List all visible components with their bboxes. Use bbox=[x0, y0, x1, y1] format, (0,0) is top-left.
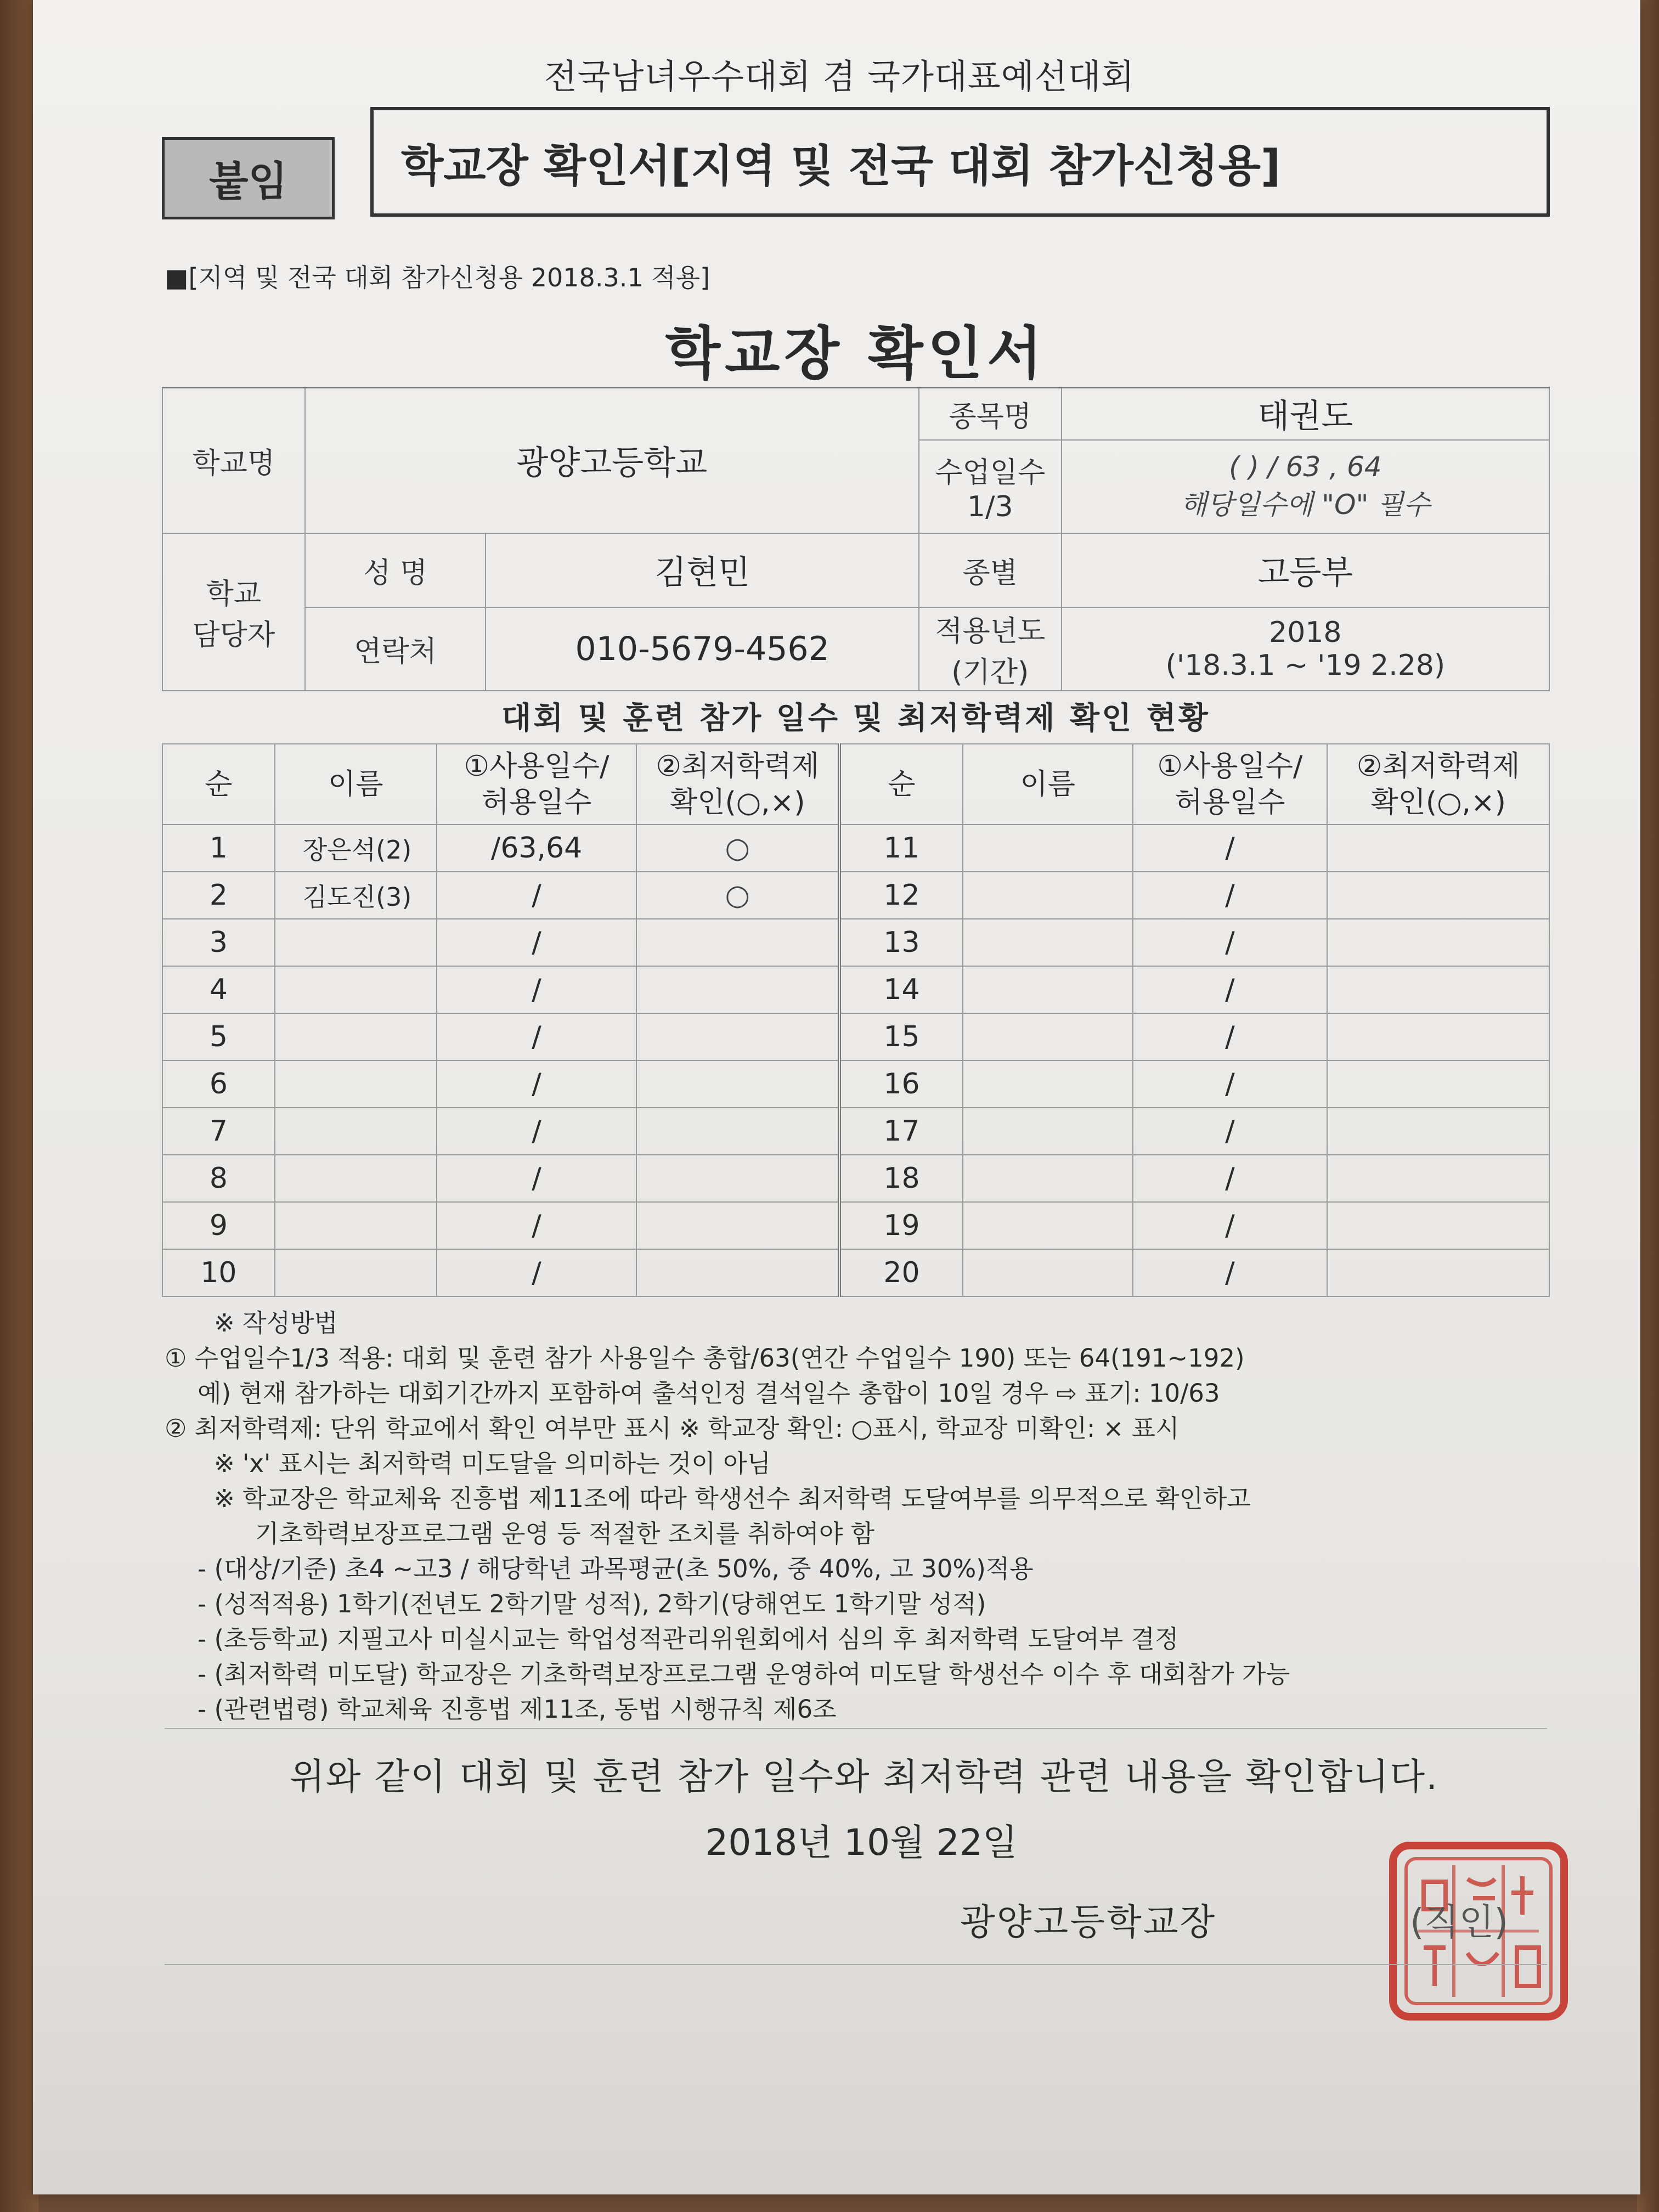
division-label: 종별 bbox=[919, 533, 1062, 607]
row-check-2 bbox=[1327, 1249, 1549, 1296]
row-no: 2 bbox=[162, 872, 275, 919]
row-days: / bbox=[437, 872, 637, 919]
row-check-2 bbox=[1327, 1108, 1549, 1155]
row-check: ○ bbox=[636, 825, 839, 872]
table-row bbox=[162, 1013, 1549, 1060]
class-days-value-cell bbox=[1062, 440, 1549, 533]
header-days-2-line1: ①사용일수/ bbox=[1157, 749, 1303, 783]
row-name: 장은석(2) bbox=[275, 825, 437, 872]
event-value: 태권도 bbox=[1062, 388, 1549, 440]
row-no: 4 bbox=[162, 966, 275, 1013]
row-check-2 bbox=[1327, 1060, 1549, 1108]
row-check-2 bbox=[1327, 1013, 1549, 1060]
table-row bbox=[162, 872, 1549, 919]
row-name-2 bbox=[963, 1249, 1133, 1296]
row-check bbox=[636, 1060, 839, 1108]
principal-name: 광양고등학교장 bbox=[960, 1901, 1217, 1943]
year-period: ('18.3.1 ~ '19 2.28) bbox=[1165, 648, 1446, 682]
document-title: 학교장 확인서 bbox=[665, 320, 1047, 387]
row-days-2: / bbox=[1133, 966, 1328, 1013]
row-no-2: 19 bbox=[839, 1202, 963, 1249]
class-days-label bbox=[919, 440, 1062, 533]
table-row bbox=[162, 966, 1549, 1013]
row-no: 1 bbox=[162, 825, 275, 872]
row-name-2 bbox=[963, 966, 1133, 1013]
row-name bbox=[275, 1013, 437, 1060]
row-check bbox=[636, 919, 839, 966]
row-days: / bbox=[437, 966, 637, 1013]
row-days-2: / bbox=[1133, 1108, 1328, 1155]
confirmation-statement: 위와 같이 대회 및 훈련 참가 일수와 최저학력 관련 내용을 확인합니다. bbox=[290, 1756, 1438, 1798]
row-days-2: / bbox=[1133, 825, 1328, 872]
row-no: 5 bbox=[162, 1013, 275, 1060]
row-days-2: / bbox=[1133, 1155, 1328, 1202]
row-no-2: 11 bbox=[839, 825, 963, 872]
instruction-line-4: ※ 'x' 표시는 최저학력 미도달을 의미하는 것이 아님 bbox=[214, 1449, 771, 1478]
header-days-line1: ①사용일수/ bbox=[464, 749, 610, 783]
school-name: 광양고등학교 bbox=[305, 388, 919, 533]
header-name-2: 이름 bbox=[963, 744, 1133, 825]
staff-label bbox=[162, 533, 305, 691]
row-no-2: 18 bbox=[839, 1155, 963, 1202]
instruction-line-3: ② 최저학력제: 단위 학교에서 확인 여부만 표시 ※ 학교장 확인: ○표시, 학교장 미확인: × 표시 bbox=[165, 1414, 1180, 1443]
header-days-2 bbox=[1133, 744, 1328, 825]
row-days-2: / bbox=[1133, 872, 1328, 919]
row-check bbox=[636, 1013, 839, 1060]
instructions bbox=[165, 1306, 1569, 1727]
row-no: 7 bbox=[162, 1108, 275, 1155]
roster-section-title: 대회 및 훈련 참가 일수 및 최저학력제 확인 현황 bbox=[501, 701, 1210, 736]
table-row bbox=[162, 825, 1549, 872]
info-table bbox=[162, 387, 1550, 691]
class-days-note: 해당일수에 "O" 필수 bbox=[1180, 488, 1430, 521]
table-row bbox=[162, 919, 1549, 966]
instruction-line-1: ① 수업일수1/3 적용: 대회 및 훈련 참가 사용일수 총합/63(연간 수업일수 190) 또는 64(191~192) bbox=[165, 1344, 1245, 1373]
contact-value: 010-5679-4562 bbox=[486, 607, 918, 691]
row-days: / bbox=[437, 919, 637, 966]
row-name bbox=[275, 1249, 437, 1296]
division-value: 고등부 bbox=[1062, 533, 1549, 607]
instruction-line-8: - (성적적용) 1학기(전년도 2학기말 성적), 2학기(당해연도 1학기말 성적) bbox=[198, 1589, 986, 1618]
row-days: / bbox=[437, 1202, 637, 1249]
header-name: 이름 bbox=[275, 744, 437, 825]
row-name bbox=[275, 1155, 437, 1202]
instruction-line-5: ※ 학교장은 학교체육 진흥법 제11조에 따라 학생선수 최저학력 도달여부를 의무적으로 확인하고 bbox=[214, 1484, 1251, 1513]
row-days-2: / bbox=[1133, 1013, 1328, 1060]
row-check-2 bbox=[1327, 1155, 1549, 1202]
wood-background-right bbox=[1637, 0, 1659, 2212]
row-name-2 bbox=[963, 1155, 1133, 1202]
year-value: 2018 bbox=[1269, 616, 1342, 649]
class-days-label-line1: 수업일수 bbox=[935, 456, 1046, 489]
row-days: / bbox=[437, 1013, 637, 1060]
row-name-2 bbox=[963, 1108, 1133, 1155]
box-title: 학교장 확인서[지역 및 전국 대회 참가신청용] bbox=[370, 107, 1550, 217]
competition-title: 전국남녀우수대회 겸 국가대표예선대회 bbox=[544, 57, 1135, 97]
row-check-2 bbox=[1327, 1202, 1549, 1249]
header-check-2 bbox=[1327, 744, 1549, 825]
row-check bbox=[636, 1249, 839, 1296]
event-label: 종목명 bbox=[919, 388, 1062, 440]
divider-bottom bbox=[165, 1964, 1547, 1965]
instruction-line-6: 기초학력보장프로그램 운영 등 적절한 조치를 취하여야 함 bbox=[255, 1519, 875, 1548]
row-days: / bbox=[437, 1060, 637, 1108]
header-days-line2: 허용일수 bbox=[481, 786, 592, 819]
staff-label-line2: 담당자 bbox=[192, 619, 275, 652]
row-no-2: 15 bbox=[839, 1013, 963, 1060]
attachment-label: 붙임 bbox=[162, 137, 335, 219]
instruction-line-10: - (최저학력 미도달) 학교장은 기초학력보장프로그램 운영하여 미도달 학생선수 이수 후 대회참가 가능 bbox=[198, 1660, 1290, 1689]
row-name bbox=[275, 1108, 437, 1155]
header-check-2-line2: 확인(○,×) bbox=[1370, 786, 1506, 819]
row-name-2 bbox=[963, 1060, 1133, 1108]
class-days-value: ( ) / 63 , 64 bbox=[1229, 450, 1382, 483]
row-no-2: 13 bbox=[839, 919, 963, 966]
roster-body bbox=[162, 825, 1549, 1296]
row-days: / bbox=[437, 1108, 637, 1155]
contact-label: 연락처 bbox=[305, 607, 486, 691]
row-name-2 bbox=[963, 825, 1133, 872]
row-days: / bbox=[437, 1249, 637, 1296]
year-value-cell bbox=[1062, 607, 1549, 691]
table-row bbox=[162, 1249, 1549, 1296]
instruction-line-9: - (초등학교) 지필고사 미실시교는 학업성적관리위원회에서 심의 후 최저학력 도달여부 결정 bbox=[198, 1624, 1179, 1654]
header-days bbox=[437, 744, 637, 825]
row-check: ○ bbox=[636, 872, 839, 919]
row-name-2 bbox=[963, 872, 1133, 919]
row-check-2 bbox=[1327, 825, 1549, 872]
row-no-2: 17 bbox=[839, 1108, 963, 1155]
row-days: /63,64 bbox=[437, 825, 637, 872]
row-name: 김도진(3) bbox=[275, 872, 437, 919]
rule-note: ■[지역 및 전국 대회 참가신청용 2018.3.1 적용] bbox=[165, 263, 710, 292]
header-check-line1: ②최저학력제 bbox=[656, 749, 820, 783]
header-no-2: 순 bbox=[839, 744, 963, 825]
divider-top bbox=[165, 1728, 1547, 1729]
row-days-2: / bbox=[1133, 919, 1328, 966]
row-no-2: 12 bbox=[839, 872, 963, 919]
header-no: 순 bbox=[162, 744, 275, 825]
roster-table bbox=[162, 743, 1550, 1297]
row-no: 3 bbox=[162, 919, 275, 966]
name-label: 성 명 bbox=[305, 533, 486, 607]
staff-name: 김현민 bbox=[486, 533, 918, 607]
row-name-2 bbox=[963, 1202, 1133, 1249]
row-check-2 bbox=[1327, 966, 1549, 1013]
row-check-2 bbox=[1327, 919, 1549, 966]
row-days-2: / bbox=[1133, 1060, 1328, 1108]
header-check bbox=[636, 744, 839, 825]
row-check bbox=[636, 966, 839, 1013]
table-row bbox=[162, 1060, 1549, 1108]
row-no: 8 bbox=[162, 1155, 275, 1202]
table-row bbox=[162, 1202, 1549, 1249]
staff-label-line1: 학교 bbox=[206, 578, 262, 611]
year-label-line1: 적용년도 bbox=[935, 614, 1046, 648]
table-row bbox=[162, 1108, 1549, 1155]
row-no: 6 bbox=[162, 1060, 275, 1108]
row-no-2: 16 bbox=[839, 1060, 963, 1108]
school-label: 학교명 bbox=[162, 388, 305, 533]
row-name bbox=[275, 1202, 437, 1249]
row-name bbox=[275, 966, 437, 1013]
instruction-line-7: - (대상/기준) 초4 ~고3 / 해당학년 과목평균(초 50%, 중 40%, 고 30%)적용 bbox=[198, 1554, 1034, 1583]
class-days-label-line2: 1/3 bbox=[967, 490, 1013, 523]
signature-label: (직인) bbox=[1410, 1901, 1509, 1943]
row-check-2 bbox=[1327, 872, 1549, 919]
row-name bbox=[275, 919, 437, 966]
row-days-2: / bbox=[1133, 1249, 1328, 1296]
row-check bbox=[636, 1108, 839, 1155]
row-days-2: / bbox=[1133, 1202, 1328, 1249]
row-no: 10 bbox=[162, 1249, 275, 1296]
row-name-2 bbox=[963, 1013, 1133, 1060]
row-name-2 bbox=[963, 919, 1133, 966]
row-no-2: 14 bbox=[839, 966, 963, 1013]
document-date: 2018년 10월 22일 bbox=[705, 1821, 1018, 1864]
table-row bbox=[162, 1155, 1549, 1202]
instruction-line-11: - (관련법령) 학교체육 진흥법 제11조, 동법 시행규칙 제6조 bbox=[198, 1695, 837, 1724]
header-check-line2: 확인(○,×) bbox=[669, 786, 805, 819]
row-name bbox=[275, 1060, 437, 1108]
instructions-heading: ※ 작성방법 bbox=[214, 1308, 338, 1338]
row-no: 9 bbox=[162, 1202, 275, 1249]
year-label bbox=[919, 607, 1062, 691]
year-label-line2: (기간) bbox=[951, 656, 1029, 689]
document-paper bbox=[33, 0, 1640, 2194]
row-check bbox=[636, 1155, 839, 1202]
row-check bbox=[636, 1202, 839, 1249]
header-days-2-line2: 허용일수 bbox=[1175, 786, 1285, 819]
row-days: / bbox=[437, 1155, 637, 1202]
instruction-line-2: 예) 현재 참가하는 대회기간까지 포함하여 출석인정 결석일수 총합이 10일 경우 ⇨ 표기: 10/63 bbox=[198, 1379, 1220, 1408]
row-no-2: 20 bbox=[839, 1249, 963, 1296]
header-check-2-line1: ②최저학력제 bbox=[1356, 749, 1520, 783]
